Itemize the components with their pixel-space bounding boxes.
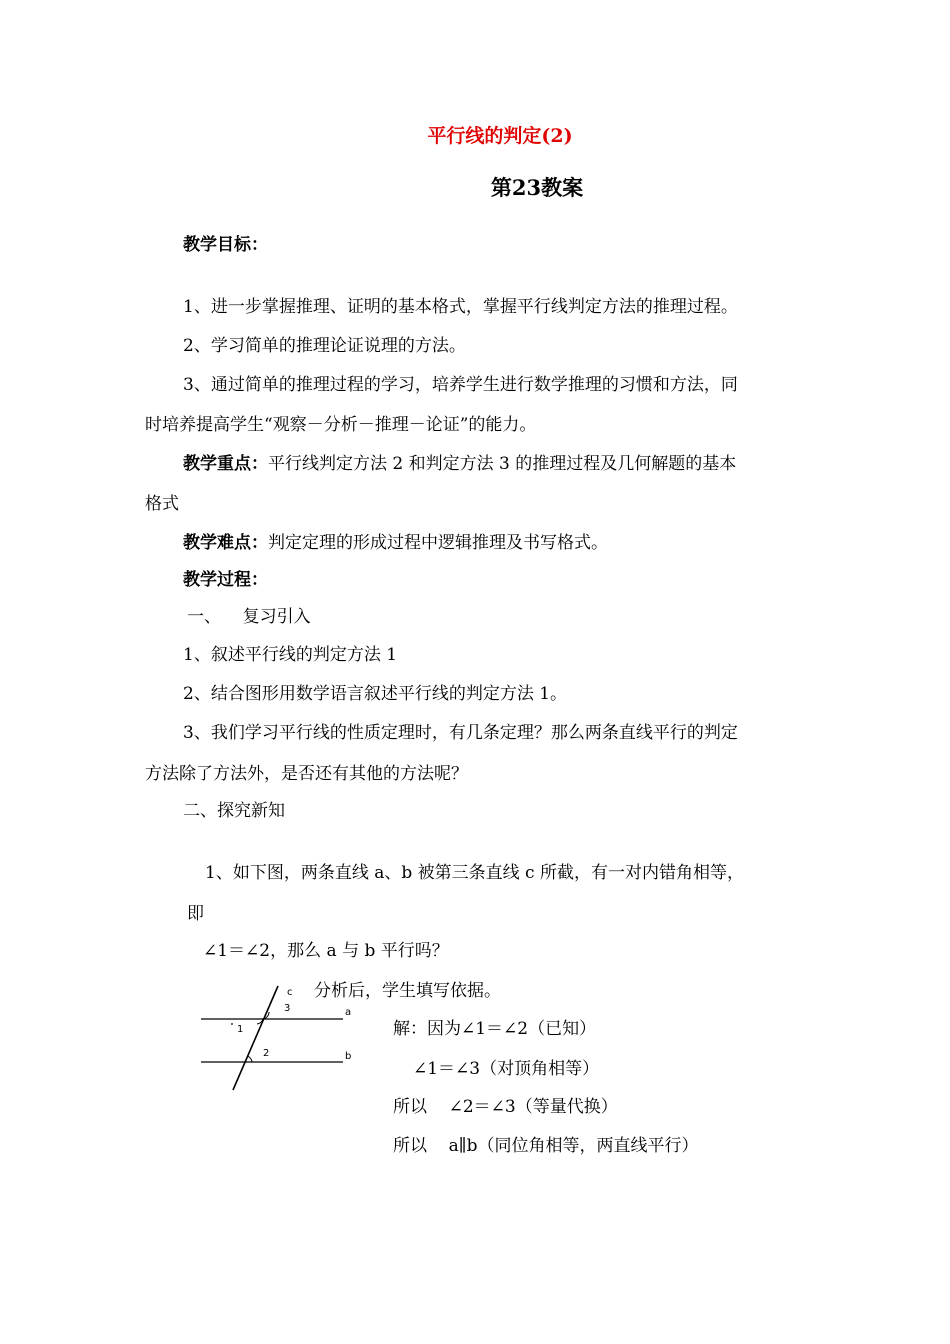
process-heading: 教学过程： — [183, 570, 268, 590]
label-angle-3: 3 — [284, 1003, 291, 1014]
objective-3-line1: 3、通过简单的推理过程的学习，培养学生进行数学推理的习惯和方法，同 — [183, 375, 738, 395]
label-c: c — [287, 987, 293, 998]
label-angle-2: 2 — [263, 1048, 270, 1059]
key-points-label: 教学重点： — [183, 454, 268, 474]
objective-1: 1、进一步掌握推理、证明的基本格式，掌握平行线判定方法的推理过程。 — [183, 297, 738, 317]
section-2-heading: 二、探究新知 — [183, 801, 285, 821]
difficulties-line — [183, 533, 608, 553]
document-title: 平行线的判定(2) — [427, 125, 573, 147]
review-item-3-line2: 方法除了方法外，是否还有其他的方法呢？ — [145, 764, 468, 784]
transversal-c — [233, 986, 278, 1090]
key-points-line2: 格式 — [145, 494, 179, 514]
review-item-3-line1: 3、我们学习平行线的性质定理时，有几条定理？那么两条直线平行的判定 — [183, 723, 738, 743]
objective-2: 2、学习简单的推理论证说理的方法。 — [183, 336, 466, 356]
key-points-text: 平行线判定方法 2 和判定方法 3 的推理过程及几何解题的基本 — [268, 454, 737, 474]
explore-item-1-line1: 1、如下图，两条直线 a、b 被第三条直线 c 所截，有一对内错角相等， — [205, 863, 744, 883]
solution-step-4: 所以 a∥b（同位角相等，两直线平行） — [393, 1136, 699, 1156]
label-angle-1: 1 — [237, 1024, 244, 1035]
label-a: a — [345, 1007, 352, 1018]
lesson-number: 第23教案 — [490, 175, 584, 200]
explore-item-1-line3: ∠1＝∠2，那么 a 与 b 平行吗？ — [203, 941, 449, 961]
label-b: b — [345, 1051, 352, 1062]
objective-3-line2: 时培养提高学生“观察－分析－推理－论证”的能力。 — [145, 415, 537, 435]
difficulties-text: 判定定理的形成过程中逻辑推理及书写格式。 — [268, 533, 608, 553]
review-item-1: 1、叙述平行线的判定方法 1 — [183, 645, 398, 665]
difficulties-label: 教学难点： — [183, 533, 268, 553]
solution-step-3: 所以 ∠2＝∠3（等量代换） — [393, 1097, 618, 1117]
parallel-lines-diagram — [195, 980, 365, 1100]
section-1-heading: 一、 复习引入 — [187, 607, 311, 627]
solution-step-1: 解：因为∠1＝∠2（已知） — [393, 1019, 597, 1039]
analysis-note: 分析后，学生填写依据。 — [314, 981, 501, 1001]
objectives-heading: 教学目标： — [183, 235, 268, 255]
solution-step-2: ∠1＝∠3（对顶角相等） — [413, 1059, 600, 1079]
figure-dot — [231, 1023, 233, 1025]
explore-item-1-line2: 即 — [187, 904, 204, 924]
key-points-line1 — [183, 454, 736, 474]
review-item-2: 2、结合图形用数学语言叙述平行线的判定方法 1。 — [183, 684, 568, 704]
